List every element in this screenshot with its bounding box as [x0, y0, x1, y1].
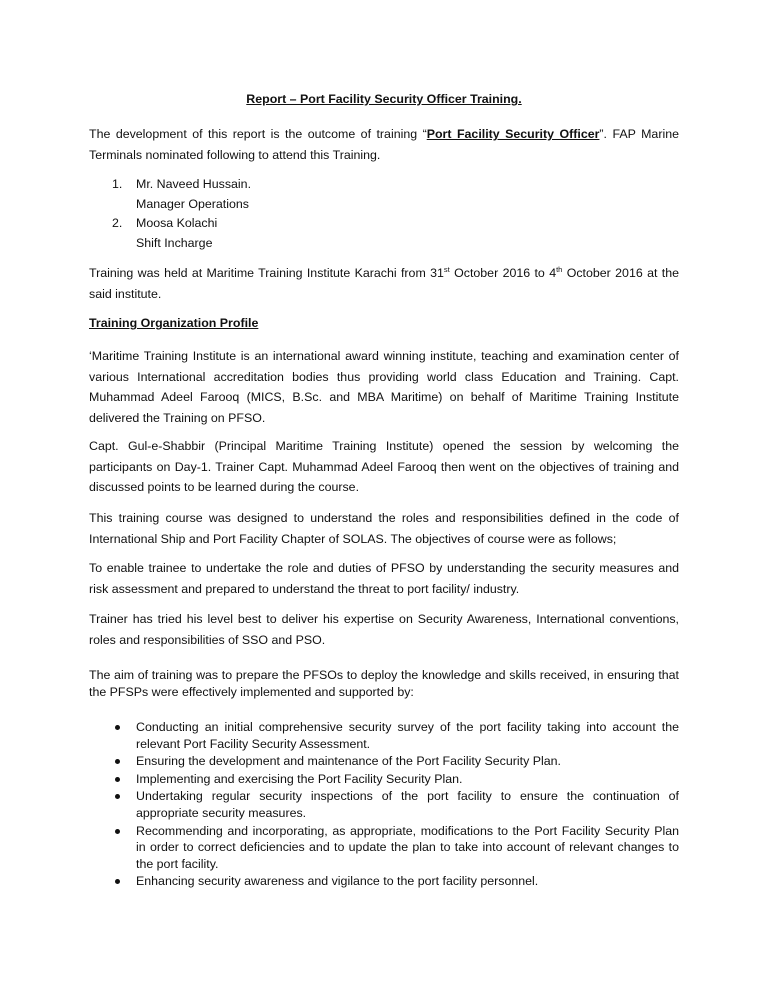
bullet-dot-icon — [115, 725, 120, 730]
intro-text-start: The development of this report is the outcome of training “ — [89, 127, 427, 141]
opening-paragraph: Capt. Gul-e-Shabbir (Principal Maritime Training Institute) opened the session by welcoming the participants on Day-1. Trainer Capt. Muhammad Adeel Farooq then went on the objectives of training and discussed points to be learned during the course. — [89, 439, 679, 494]
aim-paragraph: The aim of training was to prepare the PFSOs to deploy the knowledge and skills received, in ensuring that the PFSPs were effectively implemented and supported by: — [89, 668, 679, 699]
report-title: Report – Port Facility Security Officer Training. — [246, 92, 522, 106]
profile-paragraph: ‘Maritime Training Institute is an international award winning institute, teaching and examination center of various International accreditation bodies thus providing world class Education and Training. Capt. Muhammad Adeel Farooq (MICS, B.Sc. and MBA Maritime) on behalf of Maritime Training Institute delivered the Training on PFSO. — [89, 349, 679, 425]
intro-text-end: ”. FAP Marine Terminals nominated following to attend this Training. — [89, 127, 679, 162]
nominee-1-number: 1. — [112, 177, 123, 191]
intro-course-name: Port Facility Security Officer — [426, 127, 600, 141]
list-item: Enhancing security awareness and vigilance to the port facility personnel. — [112, 873, 679, 890]
list-item: Ensuring the development and maintenance of the Port Facility Security Plan. — [112, 753, 679, 770]
list-item: Recommending and incorporating, as appropriate, modifications to the Port Facility Security Plan in order to correct deficiencies and to update the plan to take into account of relevant changes to the port facility. — [112, 823, 679, 873]
intro-paragraph — [89, 124, 679, 165]
dates-text-2: October 2016 to 4 — [449, 266, 557, 280]
enable-paragraph: To enable trainee to undertake the role and duties of PFSO by understanding the security measures and risk assessment and prepared to understand the threat to port facility/ industry. — [89, 561, 679, 596]
dates-sup-2: th — [556, 264, 563, 274]
bullet-dot-icon — [115, 879, 120, 884]
course-paragraph: This training course was designed to understand the roles and responsibilities defined in the code of International Ship and Port Facility Chapter of SOLAS. The objectives of course were as follows; — [89, 511, 679, 546]
nominee-1-role: Manager Operations — [136, 197, 249, 211]
list-item: Conducting an initial comprehensive security survey of the port facility taking into account the relevant Port Facility Security Assessment. — [112, 719, 679, 752]
training-dates-paragraph — [89, 263, 679, 304]
dates-text-3: October 2016 at the said institute. — [89, 266, 680, 301]
nominee-2-number: 2. — [112, 216, 123, 230]
bullet-dot-icon — [115, 777, 120, 782]
list-item: Implementing and exercising the Port Facility Security Plan. — [112, 771, 679, 788]
nominee-1-name: Mr. Naveed Hussain. — [136, 177, 252, 191]
nominee-2-name: Moosa Kolachi — [136, 216, 218, 230]
nominee-2-role: Shift Incharge — [136, 236, 213, 250]
dates-sup-1: st — [443, 264, 450, 274]
bullet-dot-icon — [115, 794, 120, 799]
list-item: Undertaking regular security inspections of the port facility to ensure the continuation of appropriate security measures. — [112, 788, 679, 821]
support-bullet-list — [112, 719, 679, 891]
trainer-paragraph: Trainer has tried his level best to deliver his expertise on Security Awareness, International conventions, roles and responsibilities of SSO and PSO. — [89, 612, 679, 647]
dates-text-1: Training was held at Maritime Training Institute Karachi from 31 — [89, 266, 444, 280]
bullet-dot-icon — [115, 759, 120, 764]
bullet-dot-icon — [115, 829, 120, 834]
profile-heading: Training Organization Profile — [89, 316, 259, 330]
